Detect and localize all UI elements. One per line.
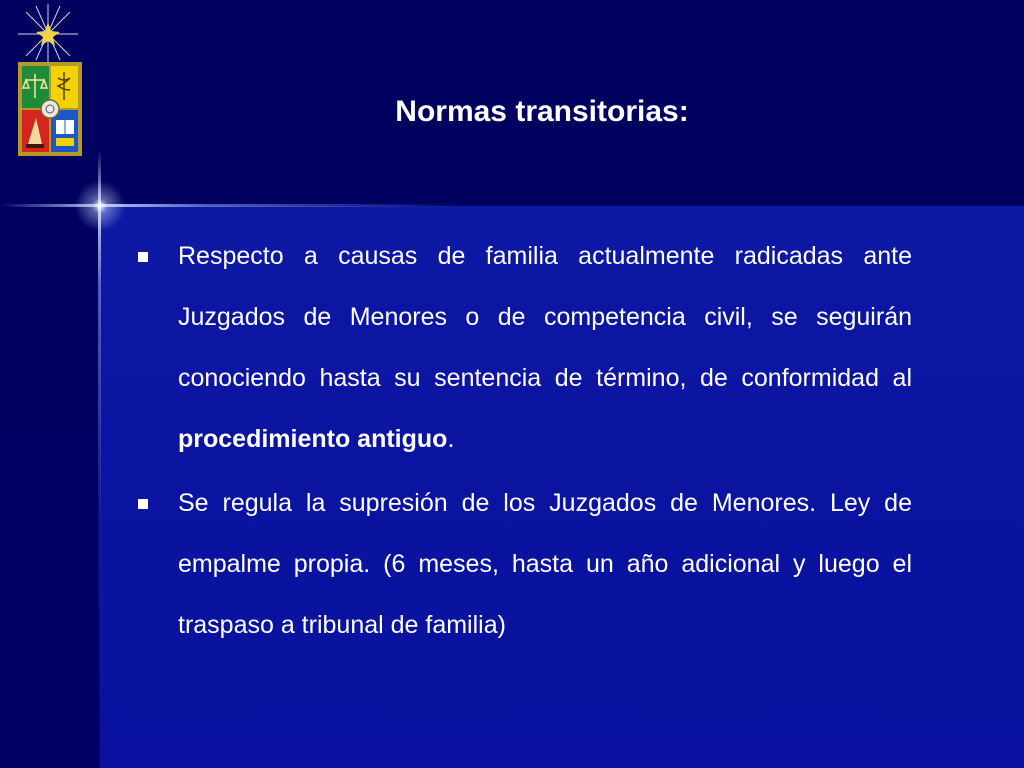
bullet-text: Se regula la supresión de los Juzgados de Menores. Ley de empalme propia. (6 meses, hasta un año adicional y luego el traspaso a tribunal de familia)	[178, 489, 912, 639]
horizontal-light-line	[0, 204, 1024, 207]
bullet-emphasis: procedimiento antiguo	[178, 425, 448, 453]
slide-title: Normas transitorias:	[395, 95, 689, 128]
vertical-light-line	[98, 150, 101, 768]
sparkle	[70, 176, 130, 236]
star-icon	[18, 4, 78, 62]
bullet-text-end: .	[447, 425, 455, 453]
bullet-item	[138, 226, 912, 470]
bullet-square-icon	[138, 499, 148, 509]
bullet-item	[138, 473, 912, 656]
bullet-square-icon	[138, 252, 148, 262]
bullet-list	[138, 226, 912, 659]
bullet-text: Respecto a causas de familia actualmente radicadas ante Juzgados de Menores o de competencia civil, se seguirán conociendo hasta su sentencia de término, de conformidad al	[178, 242, 912, 392]
